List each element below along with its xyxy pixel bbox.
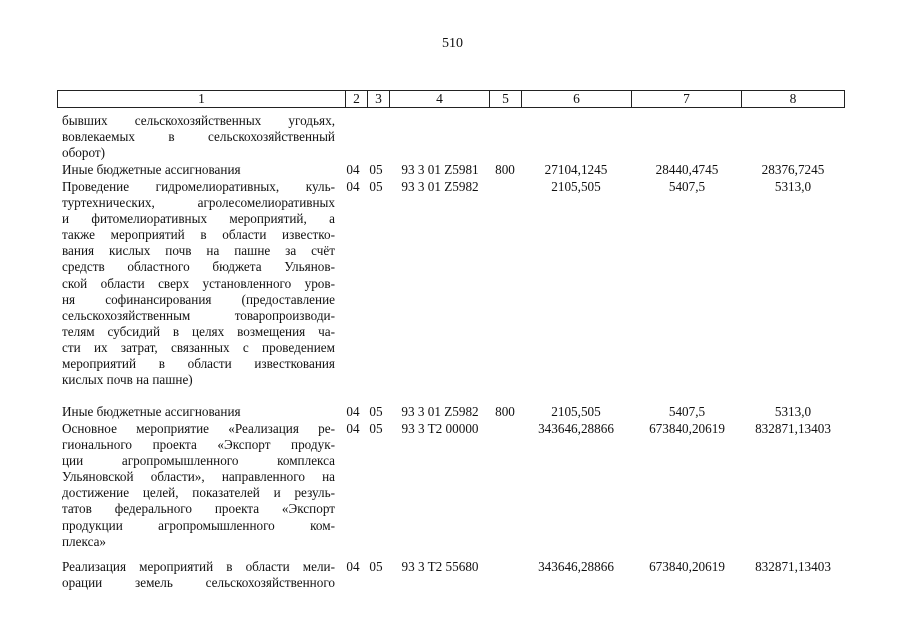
table-row-description	[62, 421, 335, 550]
cell-amount-col7: 673840,20619	[649, 421, 725, 436]
header-col-7: 7	[631, 91, 741, 107]
cell-amount-col8: 832871,13403	[755, 559, 831, 574]
description-line: Иные бюджетные ассигнования	[62, 162, 241, 177]
cell-subsection: 05	[369, 162, 383, 177]
cell-target-article: 93 3 T2 00000	[401, 421, 479, 436]
cell-amount-col7: 5407,5	[668, 179, 706, 194]
description-line: ской области сверх установленного уров-	[62, 275, 335, 291]
cell-amount-col7: 673840,20619	[649, 559, 725, 574]
cell-section: 04	[346, 421, 360, 436]
description-line: Ульяновской области», направленного на	[62, 469, 335, 485]
cell-expense-type: 800	[495, 404, 515, 419]
description-line: оборот)	[62, 145, 106, 161]
cell-amount-col6: 2105,505	[551, 179, 601, 194]
description-line: вовлекаемых в сельскохозяйственный	[62, 129, 335, 145]
header-col-5: 5	[489, 91, 521, 107]
header-col-3: 3	[367, 91, 389, 107]
description-line: туртехнических, агролесомелиоративных	[62, 195, 335, 211]
description-line: средств областного бюджета Ульянов-	[62, 259, 335, 275]
cell-target-article: 93 3 01 Z5981	[401, 162, 479, 177]
cell-expense-type: 800	[495, 162, 515, 177]
cell-amount-col8: 5313,0	[774, 404, 812, 419]
description-line: плекса»	[62, 533, 107, 549]
description-line: вания кислых почв на пашне за счёт	[62, 243, 335, 259]
header-col-4: 4	[389, 91, 489, 107]
cell-amount-col7: 28440,4745	[655, 162, 719, 177]
description-line: татов федерального проекта «Экспорт	[62, 501, 335, 517]
description-line: сти их затрат, связанных с проведением	[62, 339, 335, 355]
description-line: Реализация мероприятий в области мели-	[62, 559, 335, 574]
table-row-description	[62, 404, 335, 420]
cell-section: 04	[346, 559, 360, 574]
header-col-2: 2	[345, 91, 367, 107]
cell-target-article: 93 3 01 Z5982	[401, 179, 479, 194]
cell-amount-col6: 27104,1245	[544, 162, 608, 177]
description-line: достижение целей, показателей и резуль-	[62, 485, 335, 501]
cell-amount-col6: 343646,28866	[538, 559, 614, 574]
description-line: и фитомелиоративных мероприятий, а	[62, 211, 335, 227]
cell-subsection: 05	[369, 559, 383, 574]
description-line: ня софинансирования (предоставление	[62, 291, 335, 307]
description-line: мероприятий в области известкования	[62, 356, 335, 372]
description-line: продукции агропромышленного ком-	[62, 517, 335, 533]
description-line: телям субсидий в целях возмещения ча-	[62, 323, 335, 339]
table-row-description	[62, 113, 335, 161]
header-col-6: 6	[521, 91, 631, 107]
cell-subsection: 05	[369, 179, 383, 194]
cell-amount-col8: 28376,7245	[761, 162, 825, 177]
cell-target-article: 93 3 T2 55680	[401, 559, 479, 574]
description-line: ции агропромышленного комплекса	[62, 453, 335, 469]
cell-amount-col7: 5407,5	[668, 404, 706, 419]
description-line: орации земель сельскохозяйственного	[62, 575, 335, 591]
cell-subsection: 05	[369, 404, 383, 419]
description-line: бывших сельскохозяйственных угодьях,	[62, 113, 335, 128]
cell-amount-col6: 343646,28866	[538, 421, 614, 436]
cell-amount-col6: 2105,505	[551, 404, 601, 419]
cell-target-article: 93 3 01 Z5982	[401, 404, 479, 419]
table-header	[57, 90, 845, 108]
description-line: также мероприятий в области известко-	[62, 227, 335, 243]
header-col-8: 8	[741, 91, 844, 107]
table-row-description	[62, 162, 335, 178]
description-line: кислых почв на пашне)	[62, 372, 193, 388]
cell-amount-col8: 5313,0	[774, 179, 812, 194]
description-line: гионального проекта «Экспорт продук-	[62, 437, 335, 453]
description-line: Основное мероприятие «Реализация ре-	[62, 421, 335, 436]
description-line: Иные бюджетные ассигнования	[62, 404, 241, 419]
header-col-1: 1	[198, 91, 205, 106]
cell-section: 04	[346, 162, 360, 177]
description-line: сельскохозяйственным товаропроизводи-	[62, 307, 335, 323]
cell-section: 04	[346, 404, 360, 419]
cell-subsection: 05	[369, 421, 383, 436]
page-number: 510	[442, 36, 463, 51]
table-row-description	[62, 559, 335, 591]
cell-amount-col8: 832871,13403	[755, 421, 831, 436]
description-line: Проведение гидромелиоративных, куль-	[62, 179, 335, 194]
cell-section: 04	[346, 179, 360, 194]
table-row-description	[62, 179, 335, 388]
